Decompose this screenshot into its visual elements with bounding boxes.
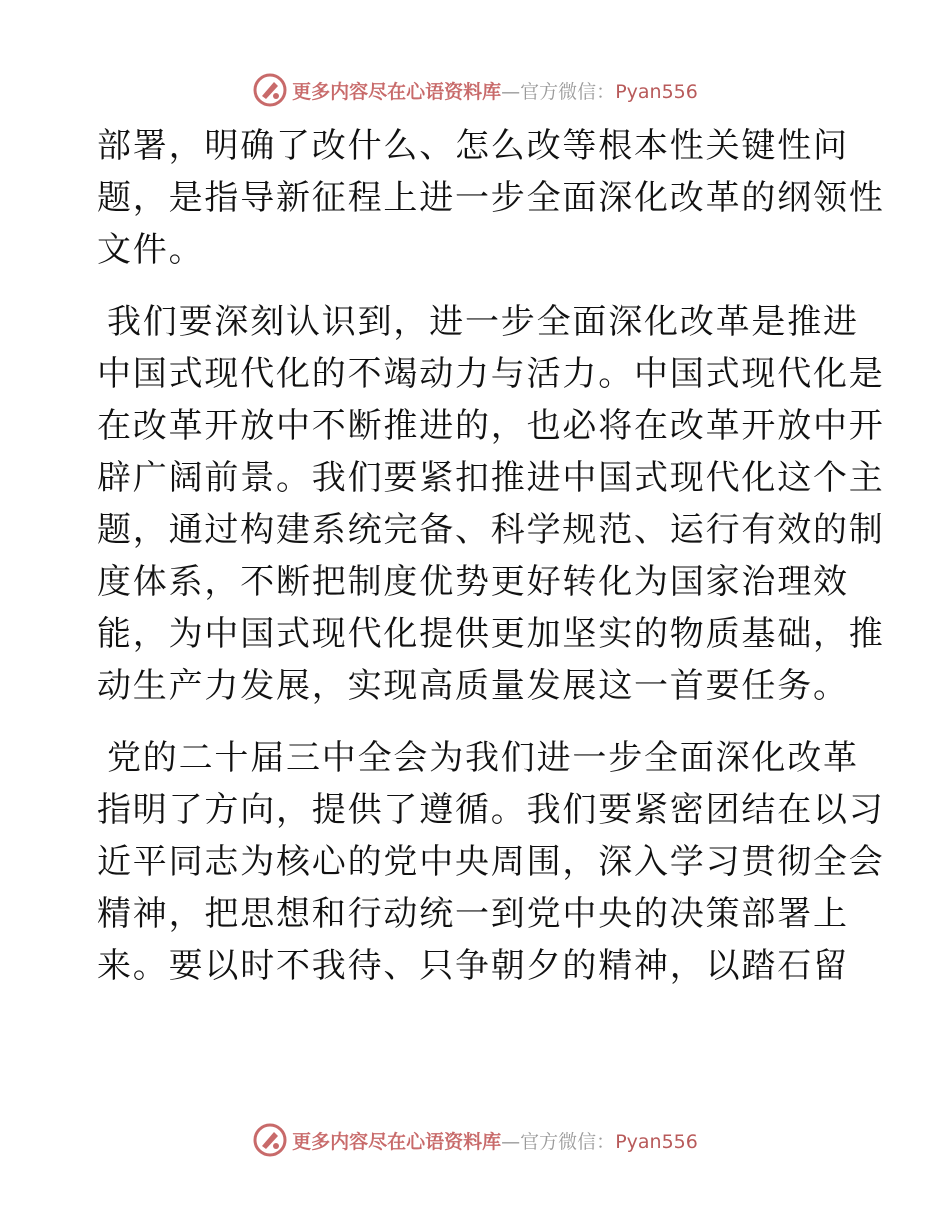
text-line: 中国式现代化的不竭动力与活力。中国式现代化是 <box>97 354 885 394</box>
watermark-dash: — <box>501 80 521 103</box>
text-line: 部署，明确了改什么、怎么改等根本性关键性问 <box>97 126 849 166</box>
text-line: 精神，把思想和行动统一到党中央的决策部署上 <box>97 894 849 934</box>
text-line: 文件。 <box>97 230 205 270</box>
footer-watermark <box>0 1120 950 1160</box>
watermark-id: Pyan556 <box>615 1130 698 1153</box>
watermark-main-text: 更多内容尽在心语资料库 <box>292 80 502 103</box>
text-line: 题，通过构建系统完备、科学规范、运行有效的制 <box>97 510 885 550</box>
text-line: 来。要以时不我待、只争朝夕的精神，以踏石留 <box>97 946 849 986</box>
document-body <box>97 120 885 1012</box>
text-line: 度体系，不断把制度优势更好转化为国家治理效 <box>97 562 849 602</box>
paragraph-3 <box>97 732 885 992</box>
watermark-sub-text: 官方微信： <box>520 1130 616 1153</box>
text-line: 在改革开放中不断推进的，也必将在改革开放中开 <box>97 406 885 446</box>
watermark-dash: — <box>501 1130 521 1153</box>
text-line: 能，为中国式现代化提供更加坚实的物质基础，推 <box>97 614 885 654</box>
text-line: 指明了方向，提供了遵循。我们要紧密团结在以习 <box>97 790 885 830</box>
text-line: 动生产力发展，实现高质量发展这一首要任务。 <box>97 666 849 706</box>
logo-icon <box>252 1122 288 1158</box>
header-watermark <box>0 70 950 110</box>
text-line: 我们要深刻认识到，进一步全面深化改革是推进 <box>107 302 859 342</box>
paragraph-2 <box>97 296 885 712</box>
watermark-sub-text: 官方微信： <box>520 80 616 103</box>
logo-icon <box>252 72 288 108</box>
text-line: 党的二十届三中全会为我们进一步全面深化改革 <box>107 738 859 778</box>
watermark-id: Pyan556 <box>615 80 698 103</box>
watermark-main-text: 更多内容尽在心语资料库 <box>292 1130 502 1153</box>
text-line: 辟广阔前景。我们要紧扣推进中国式现代化这个主 <box>97 458 885 498</box>
text-line: 近平同志为核心的党中央周围，深入学习贯彻全会 <box>97 842 885 882</box>
paragraph-1 <box>97 120 885 276</box>
text-line: 题，是指导新征程上进一步全面深化改革的纲领性 <box>97 178 885 218</box>
